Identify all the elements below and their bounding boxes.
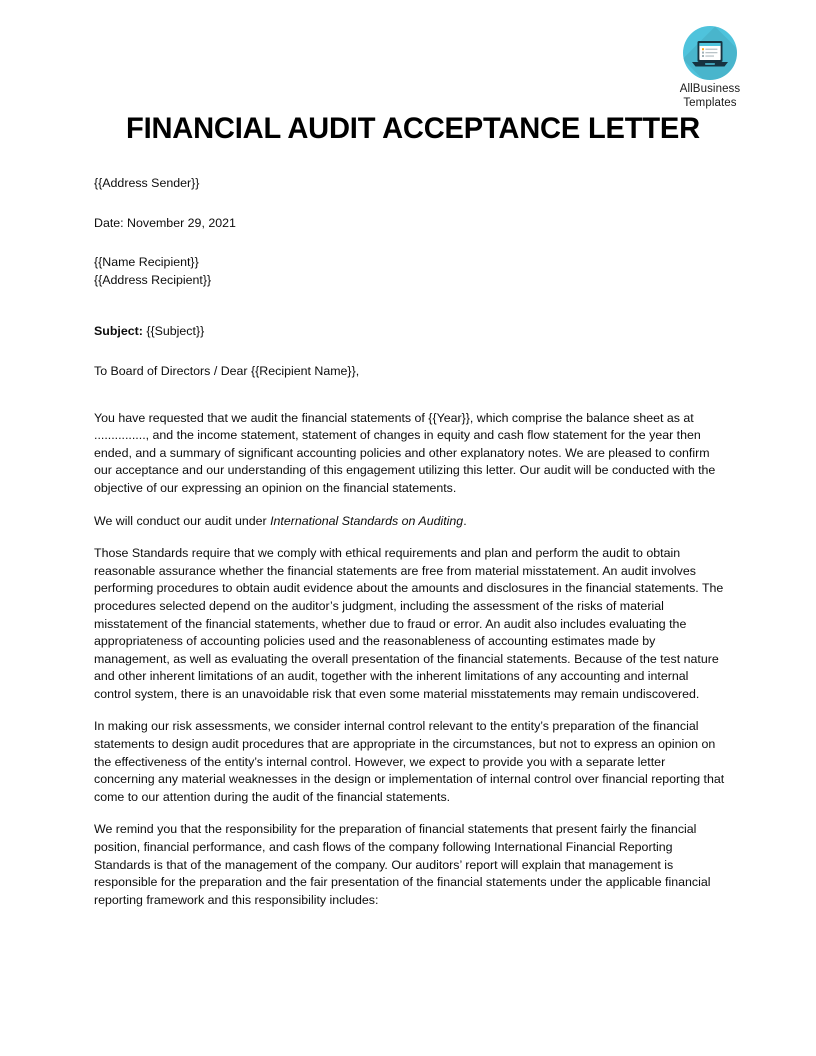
brand-name-line1: AllBusiness	[679, 83, 741, 95]
paragraph-5: We remind you that the responsibility for the preparation of financial statements that present fairly the financial position, financial performance, and cash flows of the company following International Financial Reporting Standards is that of the management of the company. Our auditors’ report will explain that management is responsible for the preparation and the fair presentation of the financial statements under the applicable financial reporting framework and this responsibility includes:	[94, 822, 711, 907]
recipient-address: {{Address Recipient}}	[94, 272, 212, 287]
brand-logo	[656, 26, 764, 110]
subject-line	[94, 323, 726, 341]
date-line: Date: November 29, 2021	[94, 215, 236, 230]
spacer	[94, 341, 726, 363]
standards-title: International Standards on Auditing	[270, 513, 464, 528]
spacer	[94, 703, 726, 718]
letter-body	[94, 175, 726, 909]
brand-name	[656, 83, 764, 110]
brand-name-line2: Templates	[683, 96, 737, 109]
logo-circle	[683, 26, 737, 80]
spacer	[94, 530, 726, 545]
salutation: To Board of Directors / Dear {{Recipient Name}},	[94, 363, 360, 378]
spacer	[94, 232, 726, 254]
spacer	[94, 193, 726, 215]
spacer	[94, 806, 726, 821]
spacer	[94, 289, 726, 323]
paragraph-3: Those Standards require that we comply with ethical requirements and plan and perform the audit to obtain reasonable assurance whether the financial statements are free from material misstatement. An audit involves performing procedures to obtain audit evidence about the amounts and disclosures in the financial statements. The procedures selected depend on the auditor’s judgment, including the assessment of the risks of material misstatement of the financial statements, whether due to fraud or error. An audit also includes evaluating the appropriateness of accounting policies used and the reasonableness of accounting estimates made by management, as well as evaluating the overall presentation of the financial statements. Because of the test nature and other inherent limitations of an audit, together with the inherent limitations of any accounting and internal control system, there is an unavoidable risk that even some material misstatements may remain undiscovered.	[94, 546, 724, 701]
subject-label: Subject:	[94, 324, 143, 339]
paragraph-2	[94, 513, 726, 531]
laptop-icon	[683, 26, 737, 80]
paragraph-2-prefix: We will conduct our audit under	[94, 513, 271, 528]
spacer	[94, 381, 726, 410]
page-title: FINANCIAL AUDIT ACCEPTANCE LETTER	[126, 112, 700, 145]
paragraph-2-suffix: .	[463, 513, 467, 528]
recipient-name: {{Name Recipient}}	[94, 255, 199, 270]
paragraph-1: You have requested that we audit the financial statements of {{Year}}, which comprise the balance sheet as at ..............., and the income statement, statement of changes in equity and cash flow statement for the year then ended, and a summary of significant accounting policies and other explanatory notes. We are pleased to confirm our acceptance and our understanding of this engagement utilizing this letter. Our audit will be conducted with the objective of our expressing an opinion on the financial statements.	[94, 410, 716, 495]
spacer	[94, 498, 726, 513]
sender-address: {{Address Sender}}	[94, 176, 200, 190]
subject-value: {{Subject}}	[146, 324, 205, 339]
paragraph-4: In making our risk assessments, we consider internal control relevant to the entity’s preparation of the financial statements to design audit procedures that are appropriate in the circumstances, but not to express an opinion on the effectiveness of the entity’s internal control. However, we expect to provide you with a separate letter concerning any material weaknesses in the design or implementation of internal control over financial reporting that come to our attention during the audit of the financial statements.	[94, 719, 725, 804]
